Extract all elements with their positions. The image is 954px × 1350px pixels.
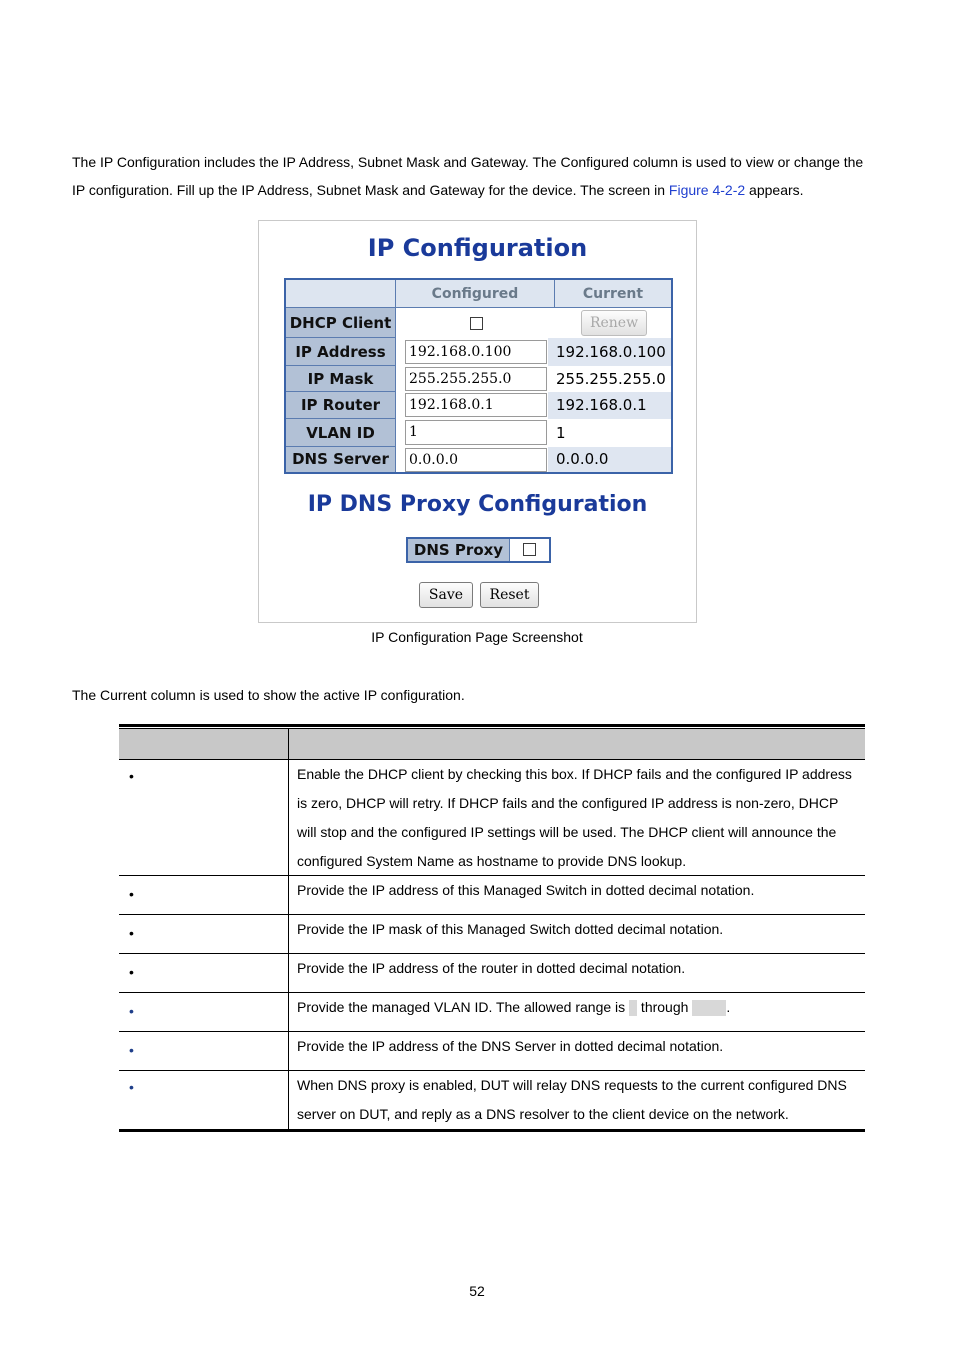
vlan-id-current: 1: [556, 424, 566, 442]
dhcp-client-label: DHCP Client: [286, 308, 396, 338]
table-row: [119, 1032, 865, 1071]
range-min-redacted: [629, 1000, 637, 1016]
intro-line-1: The IP Configuration includes the IP Address, Subnet Mask and Gateway. The Configured column is used to view or change the: [72, 154, 864, 170]
table-row: [119, 954, 865, 993]
bullet: •: [129, 886, 134, 902]
bullet: •: [129, 964, 134, 980]
ip-address-current: 192.168.0.100: [548, 338, 671, 366]
ip-mask-input[interactable]: 255.255.255.0: [405, 367, 547, 391]
bullet: •: [129, 1079, 134, 1095]
row-description: Provide the IP address of the router in dotted decimal notation.: [297, 960, 686, 976]
bullet: •: [129, 1042, 134, 1058]
current-column-note: The Current column is used to show the active IP configuration.: [72, 687, 465, 703]
vlan-desc-start: Provide the managed VLAN ID. The allowed range is: [297, 999, 630, 1015]
figure-caption: IP Configuration Page Screenshot: [371, 629, 583, 645]
grid-corner: [286, 280, 396, 308]
ip-mask-current: 255.255.255.0: [556, 370, 666, 388]
dns-server-current: 0.0.0.0: [548, 447, 671, 472]
intro-line-2-text: IP configuration. Fill up the IP Address, Subnet Mask and Gateway for the device. The screen in: [72, 182, 669, 198]
ip-router-current: 192.168.0.1: [548, 392, 671, 419]
table-row: [119, 915, 865, 954]
ip-configuration-grid: [284, 278, 673, 474]
table-row: [119, 760, 865, 876]
dns-proxy-box: [406, 537, 551, 563]
current-header: Current: [555, 280, 671, 308]
dhcp-client-checkbox[interactable]: [470, 317, 483, 330]
figure-link[interactable]: Figure 4-2-2: [668, 182, 746, 198]
vlan-desc-mid: through: [637, 999, 693, 1015]
ip-address-input[interactable]: 192.168.0.100: [405, 340, 547, 364]
bullet: •: [129, 925, 134, 941]
bullet: •: [129, 1003, 134, 1019]
intro-line-2-end: appears.: [745, 182, 804, 198]
intro-paragraph: [72, 148, 892, 204]
row-description: Provide the IP mask of this Managed Switch dotted decimal notation.: [297, 921, 724, 937]
configured-header: Configured: [396, 280, 555, 308]
dns-proxy-checkbox[interactable]: [523, 543, 536, 556]
renew-button[interactable]: Renew: [581, 310, 647, 336]
row-description: Provide the IP address of the DNS Server in dotted decimal notation.: [297, 1038, 724, 1054]
table-row: [119, 876, 865, 915]
table-row: [119, 993, 865, 1032]
parameter-table: [119, 724, 865, 1132]
page-number: 52: [469, 1283, 485, 1299]
ip-configuration-screenshot: [258, 220, 697, 623]
bullet: •: [129, 768, 134, 784]
dns-proxy-label: DNS Proxy: [408, 539, 510, 561]
ip-mask-label: IP Mask: [286, 366, 396, 392]
row-description: Provide the IP address of this Managed Switch in dotted decimal notation.: [297, 882, 755, 898]
save-button[interactable]: Save: [419, 582, 473, 608]
row-description: Enable the DHCP client by checking this box. If DHCP fails and the configured IP address is zero, DHCP will retry. If DHCP fails and the configured IP address is non-zero, DHCP will stop and the configured IP settings will be used. The DHCP client will announce the configured System Name as hostname to provide DNS lookup.: [297, 766, 852, 869]
vlan-id-input[interactable]: 1: [405, 420, 547, 445]
row-description: When DNS proxy is enabled, DUT will relay DNS requests to the current configured DNS server on DUT, and reply as a DNS resolver to the client device on the network.: [297, 1077, 847, 1122]
row-description: [297, 993, 865, 1022]
vlan-desc-end: .: [726, 999, 731, 1015]
vlan-id-label: VLAN ID: [286, 419, 396, 447]
dns-server-label: DNS Server: [286, 447, 396, 472]
dns-proxy-title: IP DNS Proxy Configuration: [307, 492, 648, 517]
intro-line-2: [72, 176, 892, 204]
table-row: [119, 1071, 865, 1132]
ip-configuration-title: IP Configuration: [367, 234, 588, 262]
table-header-row: [119, 728, 865, 760]
range-max-redacted: [692, 1000, 726, 1016]
reset-button[interactable]: Reset: [480, 582, 539, 608]
ip-address-label: IP Address: [286, 338, 396, 366]
dns-server-input[interactable]: 0.0.0.0: [405, 448, 547, 472]
ip-router-input[interactable]: 192.168.0.1: [405, 393, 547, 417]
ip-router-label: IP Router: [286, 392, 396, 419]
